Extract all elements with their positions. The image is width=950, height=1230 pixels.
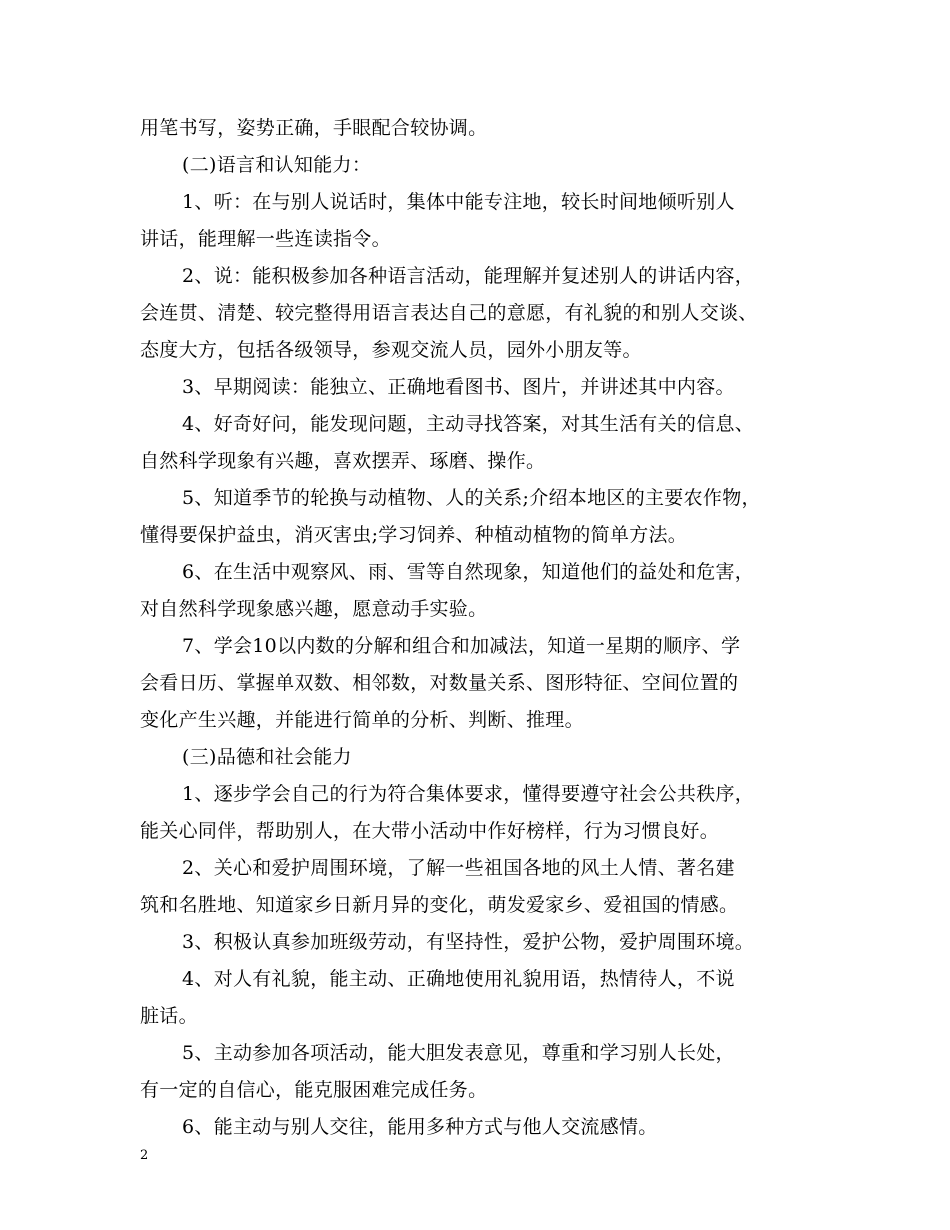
body-text-line: 变化产生兴趣，并能进行简单的分析、判断、推理。	[140, 709, 584, 731]
body-text-line: 自然科学现象有兴趣，喜欢摆弄、琢磨、操作。	[140, 450, 546, 472]
body-text-line: 对自然科学现象感兴趣，愿意动手实验。	[140, 598, 488, 620]
body-text-line: 1、听：在与别人说话时，集体中能专注地，较长时间地倾听别人	[182, 191, 735, 213]
page-number: 2	[140, 1148, 149, 1163]
body-text-line: 5、主动参加各项活动，能大胆发表意见，尊重和学习别人长处，	[182, 1042, 735, 1064]
body-text-line: 4、好奇好问，能发现问题，主动寻找答案，对其生活有关的信息、	[182, 413, 755, 435]
body-text-line: 6、在生活中观察风、雨、雪等自然现象，知道他们的益处和危害，	[182, 561, 755, 583]
body-text-line: 用笔书写，姿势正确，手眼配合较协调。	[140, 117, 488, 139]
body-text-line: 筑和名胜地、知道家乡日新月异的变化，萌发爱家乡、爱祖国的情感。	[140, 894, 739, 916]
body-text-line: 脏话。	[140, 1005, 198, 1027]
body-text-line: 懂得要保护益虫，消灭害虫;学习饲养、种植动植物的简单方法。	[140, 524, 688, 546]
body-text-line: 6、能主动与别人交往，能用多种方式与他人交流感情。	[182, 1116, 658, 1138]
body-text-line: 2、说：能积极参加各种语言活动，能理解并复述别人的讲话内容，	[182, 265, 755, 287]
body-text-line: 能关心同伴，帮助别人，在大带小活动中作好榜样，行为习惯良好。	[140, 820, 720, 842]
body-text-line: 2、关心和爱护周围环境，了解一些祖国各地的风土人情、著名建	[182, 857, 735, 879]
body-text-line: 1、逐步学会自己的行为符合集体要求，懂得要遵守社会公共秩序，	[182, 783, 755, 805]
body-text-line: 讲话，能理解一些连读指令。	[140, 228, 391, 250]
body-text-line: 4、对人有礼貌，能主动、正确地使用礼貌用语，热情待人，不说	[182, 968, 735, 990]
body-text-line: 7、学会10以内数的分解和组合和加减法，知道一星期的顺序、学	[182, 635, 741, 657]
body-text-line: 会看日历、掌握单双数、相邻数，对数量关系、图形特征、空间位置的	[140, 672, 739, 694]
section-heading: (三)品德和社会能力	[182, 746, 352, 768]
body-text-line: 有一定的自信心，能克服困难完成任务。	[140, 1079, 488, 1101]
body-text-line: 5、知道季节的轮换与动植物、人的关系;介绍本地区的主要农作物，	[182, 487, 761, 509]
body-text-line: 3、积极认真参加班级劳动，有坚持性，爱护公物，爱护周围环境。	[182, 931, 755, 953]
body-text-line: 3、早期阅读：能独立、正确地看图书、图片，并讲述其中内容。	[182, 376, 735, 398]
body-text-line: 会连贯、清楚、较完整得用语言表达自己的意愿，有礼貌的和别人交谈、	[140, 302, 758, 324]
body-text-line: 态度大方，包括各级领导，参观交流人员，园外小朋友等。	[140, 339, 642, 361]
section-heading: (二)语言和认知能力：	[182, 154, 372, 176]
